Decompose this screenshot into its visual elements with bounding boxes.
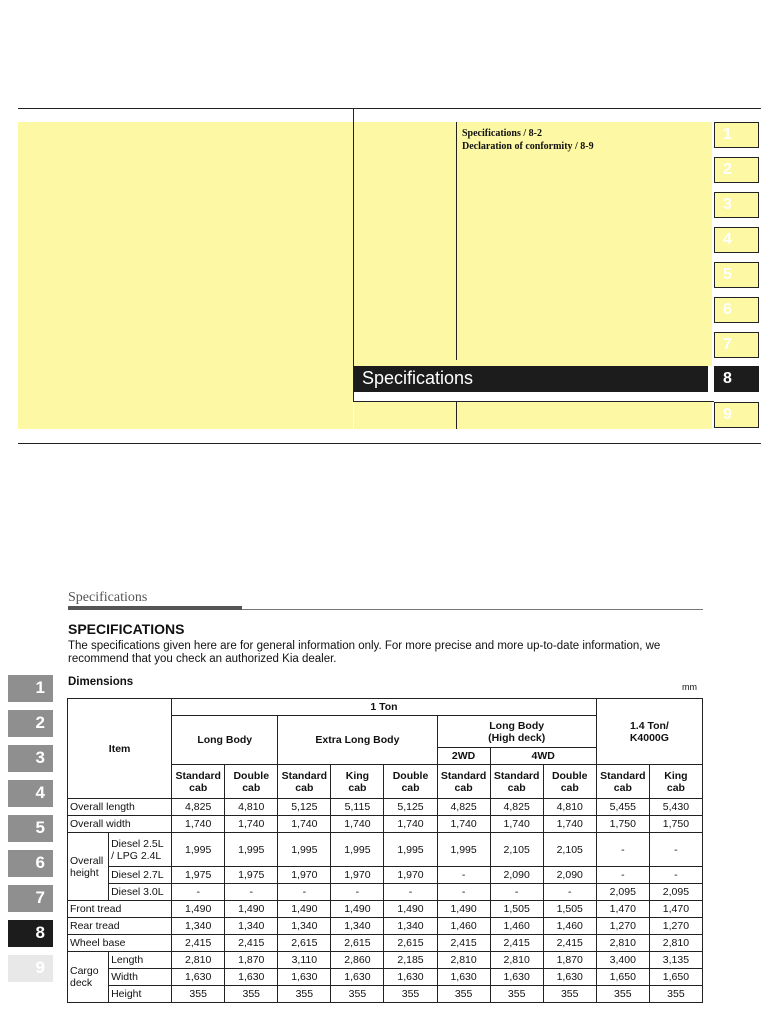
table-cell: 4,825 xyxy=(490,799,543,816)
table-cell: 1,630 xyxy=(331,969,384,986)
chapter-tab-5[interactable]: 5 xyxy=(714,262,759,288)
table-row xyxy=(68,867,703,884)
table-cell: 355 xyxy=(331,986,384,1003)
header-cab: Double cab xyxy=(225,765,278,799)
table-cell: 1,740 xyxy=(172,816,225,833)
header-bar xyxy=(68,606,242,610)
table-cell: 355 xyxy=(172,986,225,1003)
table-cell: - xyxy=(331,884,384,901)
side-tab-9[interactable]: 9 xyxy=(8,955,53,982)
chapter-tab-4[interactable]: 4 xyxy=(714,227,759,253)
table-cell: 2,810 xyxy=(437,952,490,969)
table-cell: 5,115 xyxy=(331,799,384,816)
side-tab-4[interactable]: 4 xyxy=(8,780,53,807)
toc-entry-specifications[interactable]: Specifications / 8-2 xyxy=(462,128,542,139)
side-tab-1[interactable]: 1 xyxy=(8,675,53,702)
row-label: Height xyxy=(109,986,172,1003)
table-cell: 2,810 xyxy=(596,935,649,952)
table-row xyxy=(68,952,703,969)
table-cell: 1,470 xyxy=(649,901,702,918)
table-cell: 1,970 xyxy=(278,867,331,884)
table-cell: 2,810 xyxy=(172,952,225,969)
table-cell: 5,455 xyxy=(596,799,649,816)
table-cell: 1,505 xyxy=(490,901,543,918)
page-header: Specifications xyxy=(68,590,148,605)
table-cell: 1,995 xyxy=(437,833,490,867)
table-cell: 1,630 xyxy=(384,969,437,986)
table-cell: 355 xyxy=(543,986,596,1003)
table-cell: 1,740 xyxy=(543,816,596,833)
row-label: Rear tread xyxy=(68,918,172,935)
table-cell: 1,460 xyxy=(437,918,490,935)
table-cell: 1,490 xyxy=(384,901,437,918)
header-cab: Standard cab xyxy=(172,765,225,799)
table-cell: 1,630 xyxy=(225,969,278,986)
table-cell: 1,740 xyxy=(384,816,437,833)
group-overall-height: Overall height xyxy=(68,833,109,901)
table-cell: - xyxy=(596,833,649,867)
table-cell: 1,740 xyxy=(437,816,490,833)
table-cell: 3,110 xyxy=(278,952,331,969)
header-1-4-ton: 1.4 Ton/ K4000G xyxy=(596,699,702,765)
table-cell: 1,630 xyxy=(543,969,596,986)
side-tab-3[interactable]: 3 xyxy=(8,745,53,772)
table-cell: 2,615 xyxy=(384,935,437,952)
chapter-tab-3[interactable]: 3 xyxy=(714,192,759,218)
table-cell: 1,630 xyxy=(172,969,225,986)
table-cell: 2,415 xyxy=(490,935,543,952)
unit-label: mm xyxy=(682,682,697,692)
table-cell: 1,490 xyxy=(331,901,384,918)
divider-vertical xyxy=(353,108,354,402)
header-rule xyxy=(242,609,703,610)
table-cell: - xyxy=(278,884,331,901)
row-label: Wheel base xyxy=(68,935,172,952)
table-cell: 5,430 xyxy=(649,799,702,816)
table-cell: 1,630 xyxy=(278,969,331,986)
table-cell: 1,340 xyxy=(225,918,278,935)
table-cell: 1,505 xyxy=(543,901,596,918)
row-label: Diesel 2.5L / LPG 2.4L xyxy=(109,833,172,867)
table-cell: 1,340 xyxy=(384,918,437,935)
table-cell: 1,975 xyxy=(225,867,278,884)
chapter-banner: Specifications xyxy=(354,366,708,392)
toc-entry-declaration[interactable]: Declaration of conformity / 8-9 xyxy=(462,141,594,152)
table-cell: - xyxy=(384,884,437,901)
page-title: SPECIFICATIONS xyxy=(68,621,185,637)
header-1-ton: 1 Ton xyxy=(172,699,597,716)
table-row xyxy=(68,986,703,1003)
table-cell: 2,185 xyxy=(384,952,437,969)
table-cell: 1,740 xyxy=(225,816,278,833)
table-row xyxy=(68,969,703,986)
table-cell: - xyxy=(172,884,225,901)
table-cell: 355 xyxy=(225,986,278,1003)
intro-text: The specifications given here are for general information only. For more precise and more up-to-date information, we recommend that you check an authorized Kia dealer. xyxy=(68,640,661,665)
table-row xyxy=(68,816,703,833)
banner-under-rule xyxy=(354,401,714,402)
table-cell: 2,810 xyxy=(649,935,702,952)
row-label: Length xyxy=(109,952,172,969)
table-cell: 4,810 xyxy=(225,799,278,816)
table-cell: 2,415 xyxy=(437,935,490,952)
table-cell: - xyxy=(543,884,596,901)
dimensions-table xyxy=(67,698,703,1003)
table-cell: 355 xyxy=(437,986,490,1003)
table-cell: 355 xyxy=(384,986,437,1003)
table-cell: 2,105 xyxy=(543,833,596,867)
table-cell: 1,970 xyxy=(331,867,384,884)
row-label: Diesel 3.0L xyxy=(109,884,172,901)
table-cell: - xyxy=(649,867,702,884)
table-cell: 2,615 xyxy=(331,935,384,952)
header-cab: Double cab xyxy=(384,765,437,799)
table-cell: 1,970 xyxy=(384,867,437,884)
table-row xyxy=(68,833,703,867)
header-cab: Standard cab xyxy=(278,765,331,799)
header-cab: Standard cab xyxy=(490,765,543,799)
table-cell: 1,490 xyxy=(225,901,278,918)
table-cell: - xyxy=(649,833,702,867)
header-cab: King cab xyxy=(649,765,702,799)
table-cell: 1,870 xyxy=(225,952,278,969)
table-cell: 4,810 xyxy=(543,799,596,816)
table-row xyxy=(68,918,703,935)
table-cell: 1,340 xyxy=(172,918,225,935)
chapter-tab-8[interactable]: 8 xyxy=(714,366,759,392)
header-cab: Double cab xyxy=(543,765,596,799)
table-row xyxy=(68,799,703,816)
table-cell: 1,870 xyxy=(543,952,596,969)
side-tab-7[interactable]: 7 xyxy=(8,885,53,912)
table-cell: 1,750 xyxy=(649,816,702,833)
yellow-panel-bottom xyxy=(354,402,712,429)
table-cell: 4,825 xyxy=(172,799,225,816)
header-cab: King cab xyxy=(331,765,384,799)
table-cell: 1,995 xyxy=(172,833,225,867)
side-tab-5[interactable]: 5 xyxy=(8,815,53,842)
table-cell: 4,825 xyxy=(437,799,490,816)
table-cell: 2,095 xyxy=(649,884,702,901)
header-cab: Standard cab xyxy=(437,765,490,799)
table-cell: 2,095 xyxy=(596,884,649,901)
table-cell: 355 xyxy=(490,986,543,1003)
header-cab: Standard cab xyxy=(596,765,649,799)
header-long-body: Long Body xyxy=(172,716,278,765)
header-item: Item xyxy=(68,699,172,799)
row-label: Overall width xyxy=(68,816,172,833)
side-tab-8[interactable]: 8 xyxy=(8,920,53,947)
table-cell: 1,995 xyxy=(384,833,437,867)
table-cell: 1,630 xyxy=(437,969,490,986)
table-cell: 2,090 xyxy=(543,867,596,884)
row-label: Width xyxy=(109,969,172,986)
table-cell: - xyxy=(490,884,543,901)
header-2wd: 2WD xyxy=(437,748,490,765)
table-cell: 2,415 xyxy=(225,935,278,952)
chapter-tab-2[interactable]: 2 xyxy=(714,157,759,183)
bottom-rule xyxy=(18,443,761,444)
table-cell: 1,270 xyxy=(596,918,649,935)
table-cell: 2,415 xyxy=(543,935,596,952)
side-tab-2[interactable]: 2 xyxy=(8,710,53,737)
table-cell: 1,995 xyxy=(278,833,331,867)
table-cell: 2,105 xyxy=(490,833,543,867)
header-4wd: 4WD xyxy=(490,748,596,765)
table-cell: 1,995 xyxy=(225,833,278,867)
table-cell: - xyxy=(596,867,649,884)
chapter-tab-1[interactable]: 1 xyxy=(714,122,759,148)
table-cell: 1,740 xyxy=(490,816,543,833)
toc-divider-lower xyxy=(456,402,457,429)
table-cell: 1,470 xyxy=(596,901,649,918)
toc-divider xyxy=(456,122,457,360)
table-cell: 1,270 xyxy=(649,918,702,935)
table-cell: 2,615 xyxy=(278,935,331,952)
table-cell: - xyxy=(437,884,490,901)
table-cell: 1,630 xyxy=(490,969,543,986)
table-cell: 355 xyxy=(596,986,649,1003)
row-label: Diesel 2.7L xyxy=(109,867,172,884)
table-cell: 1,460 xyxy=(490,918,543,935)
chapter-tab-6[interactable]: 6 xyxy=(714,297,759,323)
top-rule xyxy=(18,108,761,109)
table-cell: 1,460 xyxy=(543,918,596,935)
table-cell: 2,810 xyxy=(490,952,543,969)
table-cell: 1,975 xyxy=(172,867,225,884)
header-extra-long-body: Extra Long Body xyxy=(278,716,437,765)
table-cell: 1,340 xyxy=(331,918,384,935)
table-cell: 1,490 xyxy=(437,901,490,918)
table-cell: 2,415 xyxy=(172,935,225,952)
chapter-tab-9[interactable]: 9 xyxy=(714,402,759,428)
header-long-body-high-deck: Long Body (High deck) xyxy=(437,716,596,748)
table-cell: 3,135 xyxy=(649,952,702,969)
table-cell: - xyxy=(225,884,278,901)
row-label: Overall length xyxy=(68,799,172,816)
group-cargo-deck: Cargo deck xyxy=(68,952,109,1003)
table-cell: 355 xyxy=(649,986,702,1003)
table-cell: 1,340 xyxy=(278,918,331,935)
row-label: Front tread xyxy=(68,901,172,918)
table-cell: 5,125 xyxy=(278,799,331,816)
table-cell: 3,400 xyxy=(596,952,649,969)
table-row xyxy=(68,884,703,901)
table-cell: 1,650 xyxy=(649,969,702,986)
yellow-panel-left xyxy=(18,122,353,429)
table-cell: 1,740 xyxy=(278,816,331,833)
table-row xyxy=(68,935,703,952)
table-cell: 5,125 xyxy=(384,799,437,816)
table-cell: 1,490 xyxy=(172,901,225,918)
table-row xyxy=(68,901,703,918)
table-cell: - xyxy=(437,867,490,884)
table-cell: 1,995 xyxy=(331,833,384,867)
table-cell: 1,650 xyxy=(596,969,649,986)
chapter-tab-7[interactable]: 7 xyxy=(714,332,759,358)
table-cell: 355 xyxy=(278,986,331,1003)
section-title: Dimensions xyxy=(68,676,134,688)
table-cell: 1,740 xyxy=(331,816,384,833)
table-cell: 1,750 xyxy=(596,816,649,833)
table-cell: 1,490 xyxy=(278,901,331,918)
side-tab-6[interactable]: 6 xyxy=(8,850,53,877)
yellow-panel-right xyxy=(354,122,712,366)
table-cell: 2,860 xyxy=(331,952,384,969)
table-cell: 2,090 xyxy=(490,867,543,884)
